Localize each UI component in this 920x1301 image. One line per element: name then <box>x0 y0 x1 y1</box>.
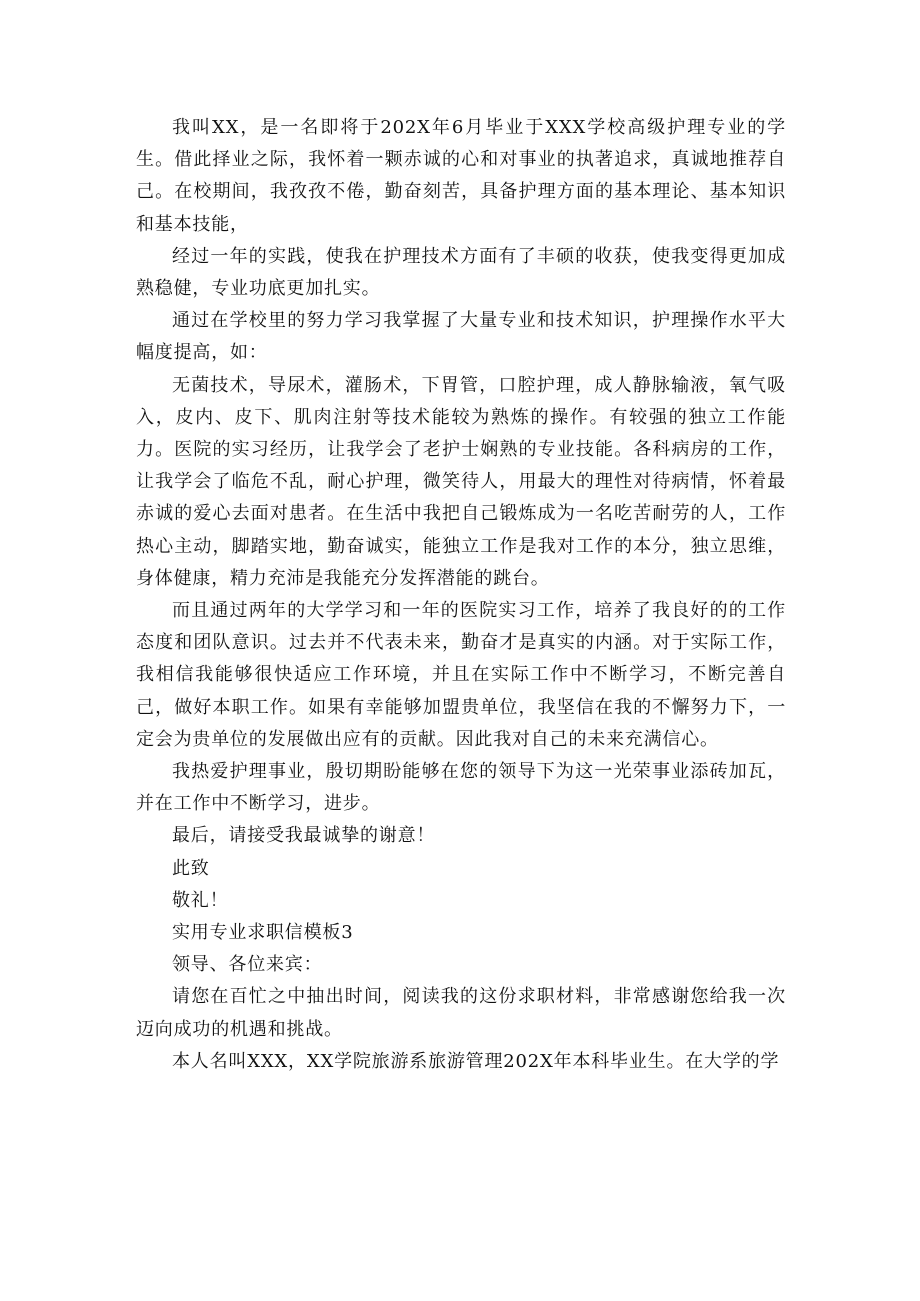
greeting-line: 领导、各位来宾： <box>172 954 323 976</box>
paragraph-self-introduction: 我叫XX，是一名即将于202X年6月毕业于XXX学校高级护理专业的学生。借此择业之际，我怀着一颗赤诚的心和对事业的执著追求，真诚地推荐自己。在校期间，我孜孜不倦，勤奋刻苦，具备护理方面的基本理论、基本知识和基本技能， <box>136 117 786 235</box>
document-body <box>136 112 786 1078</box>
paragraph-opening-thanks: 请您在百忙之中抽出时间，阅读我的这份求职材料，非常感谢您给我一次迈向成功的机遇和挑战。 <box>136 986 786 1040</box>
section-heading: 实用专业求职信模板3 <box>172 922 354 944</box>
paragraph-career-passion: 我热爱护理事业，殷切期盼能够在您的领导下为这一光荣事业添砖加瓦，并在工作中不断学习，进步。 <box>136 761 786 815</box>
paragraph-personal-info: 本人名叫XXX，XX学院旅游系旅游管理202X年本科毕业生。在大学的学 <box>172 1050 780 1072</box>
paragraph-practice-experience: 经过一年的实践，使我在护理技术方面有了丰硕的收获，使我变得更加成熟稳健，专业功底更加扎实。 <box>136 245 786 300</box>
paragraph-work-attitude: 而且通过两年的大学学习和一年的医院实习工作，培养了我良好的的工作态度和团队意识。过去并不代表未来，勤奋才是真实的内涵。对于实际工作，我相信我能够很快适应工作环境，并且在实际工作中不断学习，不断完善自己，做好本职工作。如果有幸能够加盟贵单位，我坚信在我的不懈努力下，一定会为贵单位的发展做出应有的贡献。因此我对自己的未来充满信心。 <box>136 600 786 750</box>
paragraph-thanks: 最后，请接受我最诚挚的谢意！ <box>172 825 436 847</box>
closing-salutation: 此致 <box>172 857 210 879</box>
closing-regards: 敬礼！ <box>172 889 229 911</box>
paragraph-nursing-skills: 无菌技术，导尿术，灌肠术，下胃管，口腔护理，成人静脉输液，氧气吸入，皮内、皮下、肌肉注射等技术能较为熟炼的操作。有较强的独立工作能力。医院的实习经历，让我学会了老护士娴熟的专业技能。各科病房的工作，让我学会了临危不乱，耐心护理，微笑待人，用最大的理性对待病情，怀着最赤诚的爱心去面对患者。在生活中我把自己锻炼成为一名吃苦耐劳的人，工作热心主动，脚踏实地，勤奋诚实，能独立工作是我对工作的本分，独立思维，身体健康，精力充沛是我能充分发挥潜能的跳台。 <box>136 374 786 589</box>
paragraph-school-study: 通过在学校里的努力学习我掌握了大量专业和技术知识，护理操作水平大幅度提高，如： <box>136 310 786 364</box>
